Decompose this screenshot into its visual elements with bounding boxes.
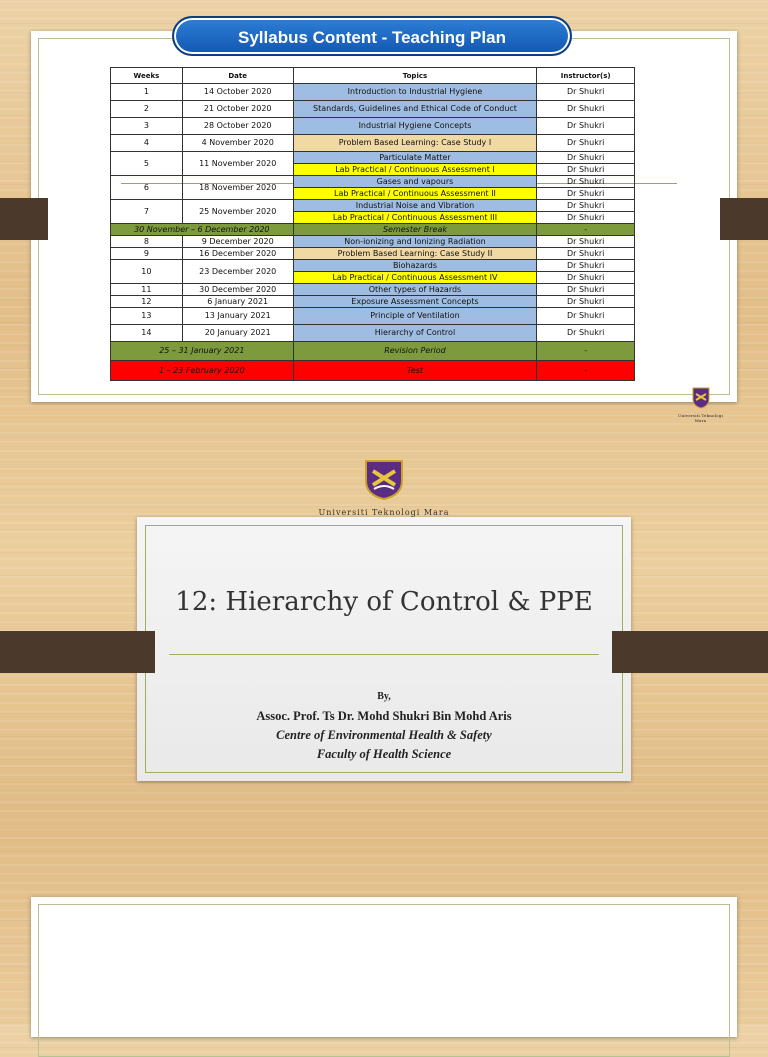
topic-cell: Exposure Assessment Concepts [293,296,537,308]
date-cell: 30 December 2020 [182,284,293,296]
topic-cell: Lab Practical / Continuous Assessment II [293,188,537,200]
logo-caption: Universiti Teknologi Mara [318,508,450,517]
centre-name: Centre of Environmental Health & Safety [276,728,492,742]
week-cell: 2 [111,101,183,118]
divider-line [169,654,599,655]
header-instructors: Instructor(s) [537,68,635,84]
instructor-cell: Dr Shukri [537,200,635,212]
topic-cell: Gases and vapours [293,176,537,188]
slide-title: Syllabus Content - Teaching Plan [172,16,572,56]
instructor-cell: Dr Shukri [537,152,635,164]
week-cell: 10 [111,260,183,284]
date-cell: 25 November 2020 [182,200,293,224]
table-row [111,135,635,152]
decor-tab-right-2 [612,631,768,673]
date-cell: 4 November 2020 [182,135,293,152]
instructor-cell: Dr Shukri [537,236,635,248]
topic-cell: Standards, Guidelines and Ethical Code of Conduct [293,101,537,118]
slide-title-card [137,517,631,781]
table-row [111,101,635,118]
instructor-cell: Dr Shukri [537,188,635,200]
uitm-logo-small [673,387,728,423]
header-date: Date [182,68,293,84]
instructor-cell: - [537,224,635,236]
instructor-cell: Dr Shukri [537,296,635,308]
topic-cell: Non-ionizing and Ionizing Radiation [293,236,537,248]
table-row [111,84,635,101]
topic-cell: Industrial Hygiene Concepts [293,118,537,135]
instructor-cell: Dr Shukri [537,260,635,272]
instructor-cell: Dr Shukri [537,176,635,188]
week-cell: 11 [111,284,183,296]
topic-cell: Biohazards [293,260,537,272]
author-name: Assoc. Prof. Ts Dr. Mohd Shukri Bin Mohd Aris [256,709,512,723]
instructor-cell: - [537,342,635,361]
instructor-cell: Dr Shukri [537,325,635,342]
instructor-cell: Dr Shukri [537,101,635,118]
slide-border [38,904,730,1057]
table-row [111,176,635,188]
topic-cell: Problem Based Learning: Case Study I [293,135,537,152]
decor-tab-left-1 [0,198,48,240]
logo-caption: Universiti Teknologi Mara [678,413,723,423]
date-cell: 18 November 2020 [182,176,293,200]
table-row-semester-break [111,224,635,236]
week-cell: 14 [111,325,183,342]
header-topics: Topics [293,68,537,84]
table-row [111,152,635,164]
topic-cell: Industrial Noise and Vibration [293,200,537,212]
week-cell: 8 [111,236,183,248]
week-cell: 4 [111,135,183,152]
date-cell: 20 January 2021 [182,325,293,342]
date-cell: 28 October 2020 [182,118,293,135]
week-cell: 13 [111,308,183,325]
date-cell: 11 November 2020 [182,152,293,176]
date-cell: 16 December 2020 [182,248,293,260]
decor-tab-left-2 [0,631,155,673]
topic-cell: Semester Break [293,224,537,236]
slide-next [31,897,737,1037]
instructor-cell: - [537,361,635,381]
table-row [111,325,635,342]
date-cell: 9 December 2020 [182,236,293,248]
date-cell: 23 December 2020 [182,260,293,284]
topic-cell: Lab Practical / Continuous Assessment III [293,212,537,224]
table-row [111,248,635,260]
teaching-plan-table [110,67,635,381]
lecture-title: 12: Hierarchy of Control & PPE [175,587,593,617]
week-cell: 7 [111,200,183,224]
table-row [111,284,635,296]
instructor-cell: Dr Shukri [537,164,635,176]
topic-cell: Revision Period [293,342,537,361]
topic-cell: Other types of Hazards [293,284,537,296]
instructor-cell: Dr Shukri [537,248,635,260]
uitm-logo [300,459,468,517]
topic-cell: Problem Based Learning: Case Study II [293,248,537,260]
week-cell: 12 [111,296,183,308]
topic-cell: Lab Practical / Continuous Assessment IV [293,272,537,284]
table-row [111,236,635,248]
date-cell: 14 October 2020 [182,84,293,101]
table-row [111,200,635,212]
week-cell: 5 [111,152,183,176]
table-row [111,118,635,135]
topic-cell: Particulate Matter [293,152,537,164]
instructor-cell: Dr Shukri [537,308,635,325]
decor-tab-right-1 [720,198,768,240]
instructor-cell: Dr Shukri [537,135,635,152]
test-dates: 1 – 23 February 2020 [111,361,294,381]
table-row-test [111,361,635,381]
table-row [111,296,635,308]
uitm-crest-icon [364,459,404,501]
instructor-cell: Dr Shukri [537,284,635,296]
faculty-name: Faculty of Health Science [316,747,452,761]
instructor-cell: Dr Shukri [537,272,635,284]
date-cell: 13 January 2021 [182,308,293,325]
by-label: By, [377,691,391,702]
instructor-cell: Dr Shukri [537,212,635,224]
table-row-revision [111,342,635,361]
revision-dates: 25 – 31 January 2021 [111,342,294,361]
week-cell: 6 [111,176,183,200]
instructor-cell: Dr Shukri [537,118,635,135]
week-cell: 9 [111,248,183,260]
date-cell: 6 January 2021 [182,296,293,308]
topic-cell: Hierarchy of Control [293,325,537,342]
topic-cell: Introduction to Industrial Hygiene [293,84,537,101]
date-cell: 21 October 2020 [182,101,293,118]
topic-cell: Principle of Ventilation [293,308,537,325]
table-row [111,260,635,272]
header-weeks: Weeks [111,68,183,84]
week-cell: 1 [111,84,183,101]
topic-cell: Lab Practical / Continuous Assessment I [293,164,537,176]
table-row [111,308,635,325]
uitm-crest-icon [692,387,710,409]
week-cell: 3 [111,118,183,135]
topic-cell: Test [293,361,537,381]
instructor-cell: Dr Shukri [537,84,635,101]
break-dates: 30 November – 6 December 2020 [111,224,294,236]
